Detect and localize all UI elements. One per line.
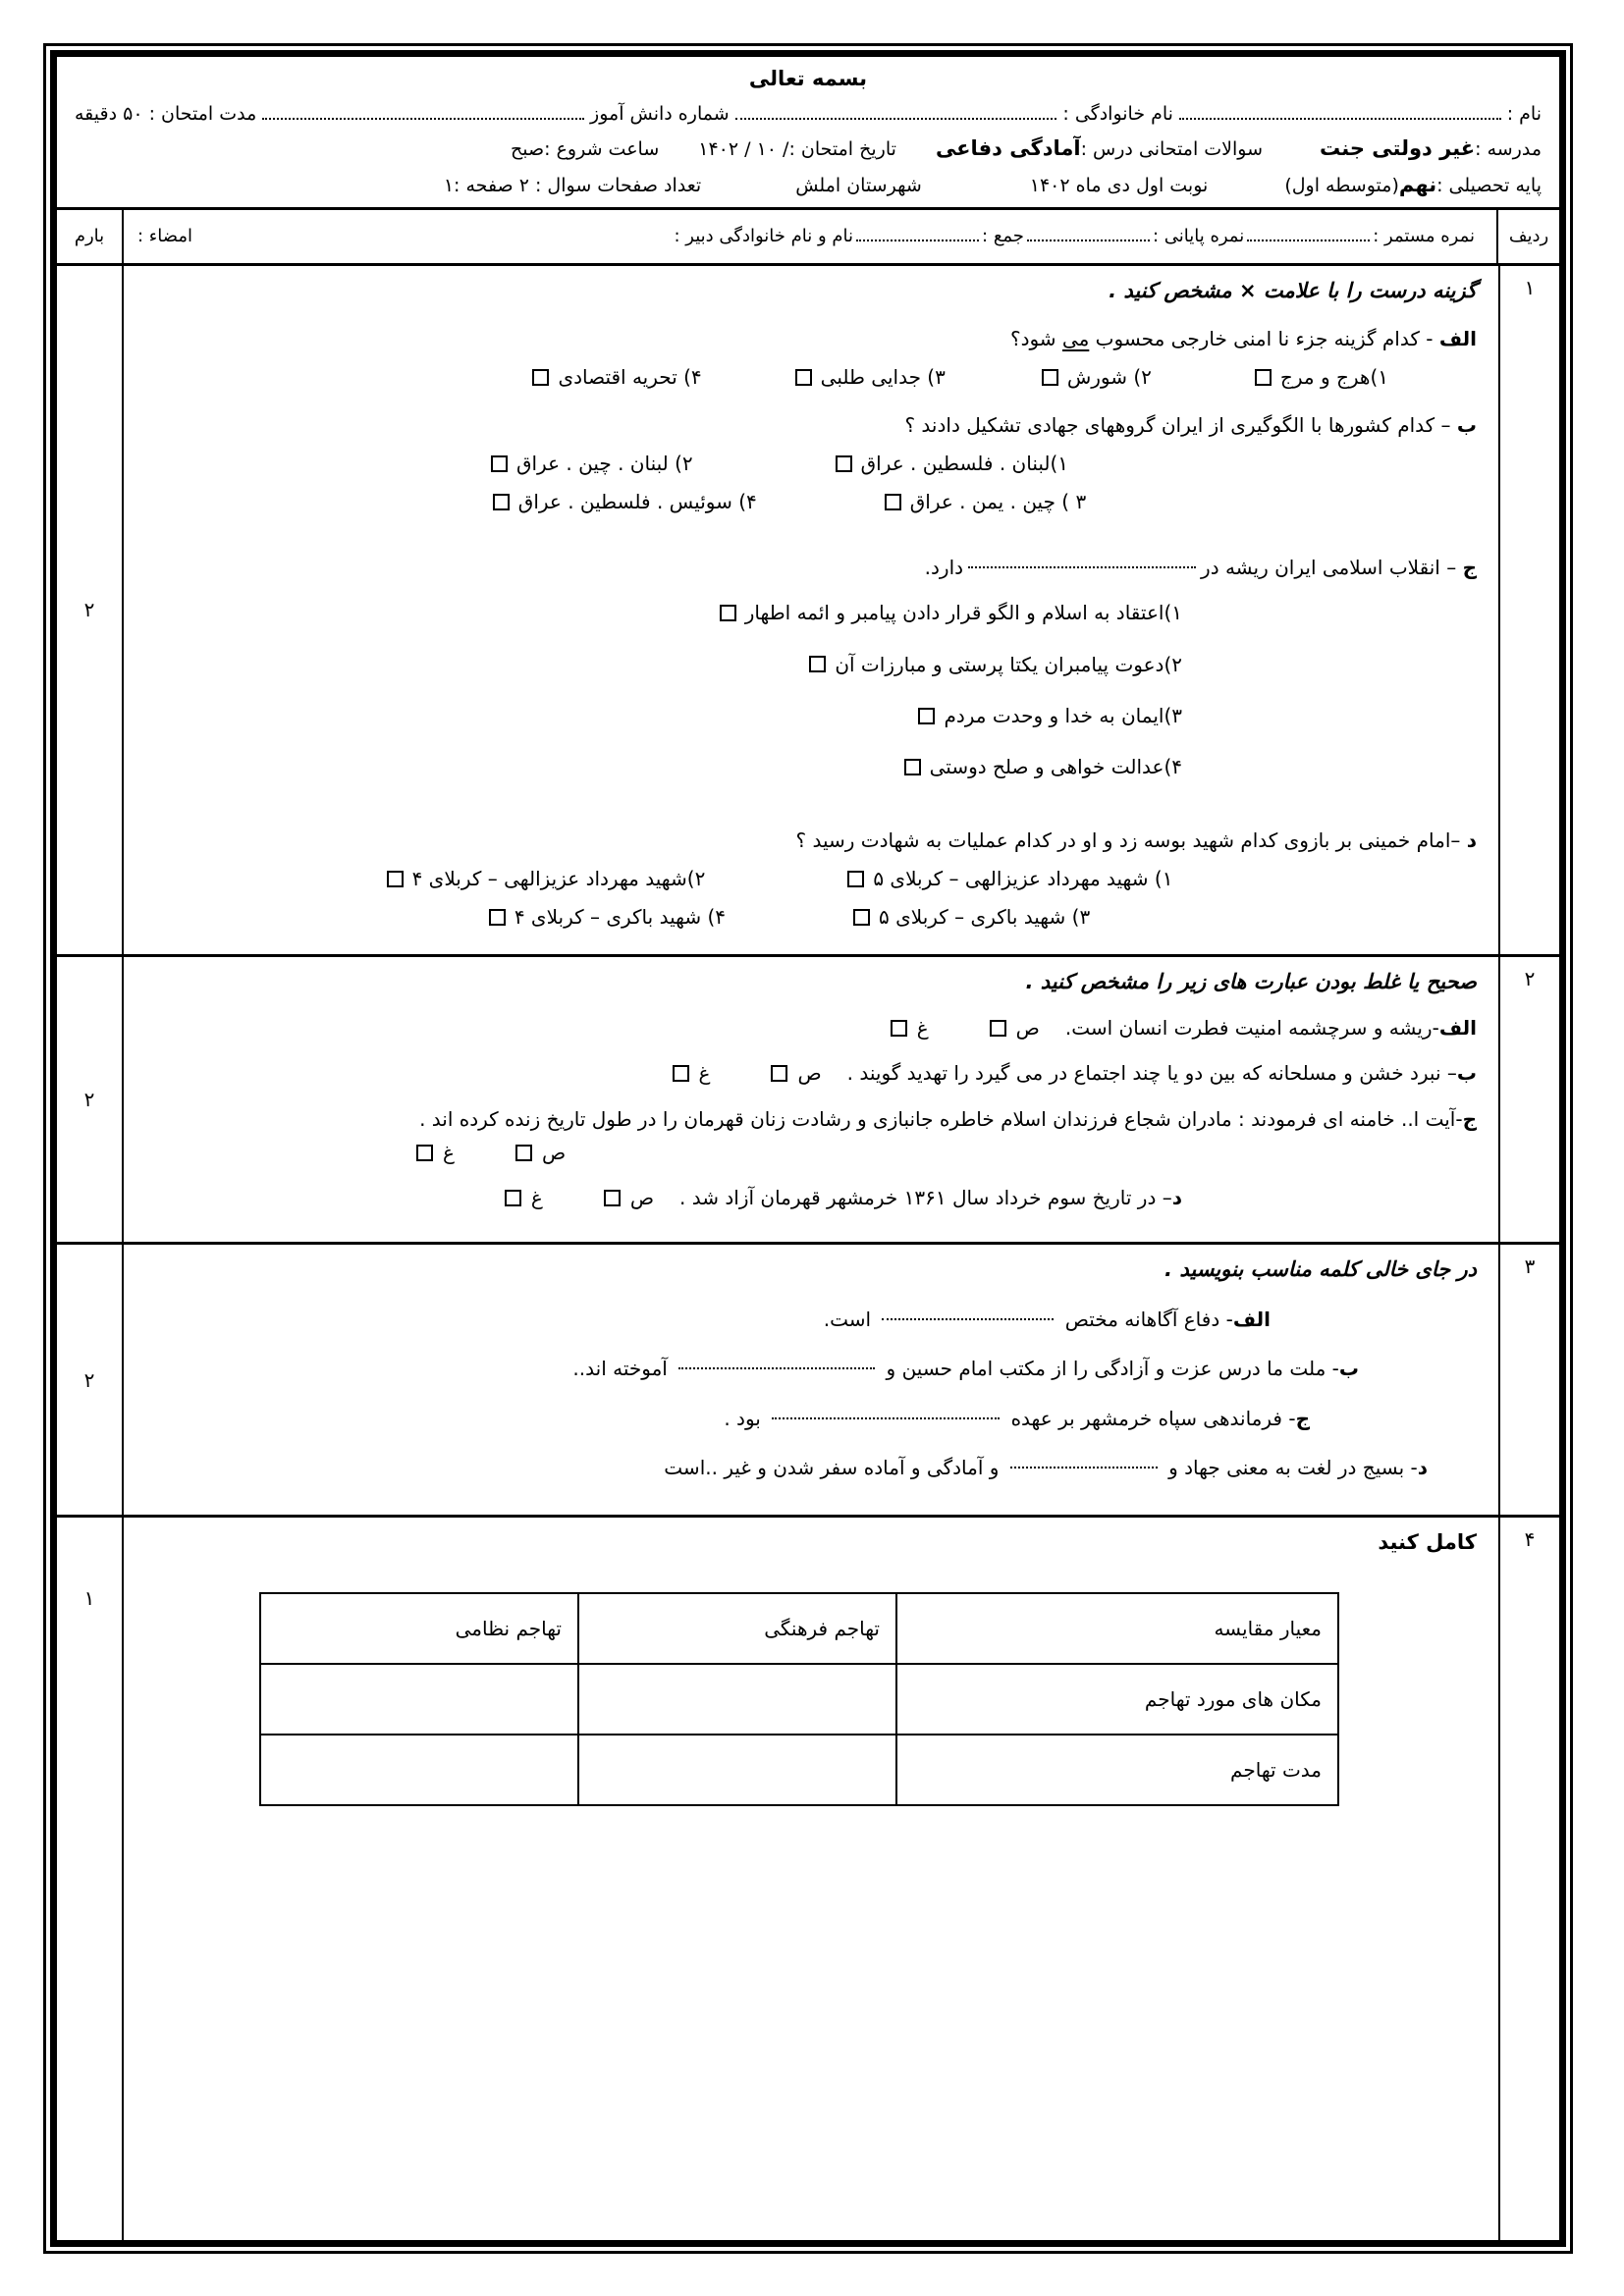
total-score-blank[interactable] — [856, 239, 979, 241]
school-label: مدرسه : — [1475, 138, 1542, 161]
q3-item-jim — [141, 1403, 1477, 1434]
q1-alef-option-2[interactable] — [1042, 361, 1152, 393]
q3-dal-pre: - بسیج در لغت به معنی جهاد و — [1162, 1456, 1418, 1479]
q1-jim-stem-a: – انقلاب اسلامی ایران ریشه در — [1201, 555, 1457, 579]
subject-label: سوالات امتحانی درس : — [1080, 138, 1264, 161]
checkbox-icon[interactable] — [491, 455, 508, 472]
bismillah-text: بسمه تعالی — [748, 67, 868, 90]
signature-label: امضاء : — [137, 226, 192, 247]
q1-dal-options-row-2 — [141, 901, 1477, 933]
question-number-1: ۱ — [1498, 266, 1559, 954]
q1-dal-option-4-label: ۴) شهید باکری – کربلای ۴ — [514, 905, 726, 930]
question-row-2 — [57, 957, 1559, 1245]
q1-jim-label: ج — [1462, 555, 1477, 579]
q2-be-false-label: غ — [698, 1061, 711, 1086]
q2-be-body: – نبرد خشن و مسلحانه که بین دو یا چند اجتماع در می گیرد را تهدید گویند . — [846, 1061, 1457, 1086]
grade-bar — [57, 207, 1559, 266]
checkbox-icon[interactable] — [1042, 369, 1058, 386]
q1-dal-option-2-label: ۲)شهید مهرداد عزیزالهی – کربلای ۴ — [411, 867, 706, 891]
q3-item-be — [141, 1353, 1477, 1384]
city-label: شهرستان املش — [795, 175, 922, 196]
q2-be-true-label: ص — [797, 1061, 822, 1086]
q1-be-option-3[interactable] — [885, 486, 1086, 517]
checkbox-icon[interactable] — [387, 871, 404, 887]
column-header-radif: ردیف — [1496, 210, 1559, 263]
checkbox-icon[interactable] — [416, 1145, 433, 1161]
question-barm-1: ۲ — [83, 598, 95, 622]
checkbox-icon[interactable] — [795, 369, 812, 386]
q2-item-jim-text — [141, 1103, 1477, 1135]
grade-bar-fields — [122, 210, 1496, 263]
table-cell-row2-col1: مدت تهاجم — [896, 1735, 1338, 1805]
table-cell-row2-col2[interactable] — [578, 1735, 896, 1805]
table-row — [260, 1593, 1338, 1664]
checkbox-icon[interactable] — [493, 494, 510, 510]
q1-alef-stem-underlined: می — [1061, 326, 1090, 350]
question-barm-4: ۱ — [83, 1586, 95, 1611]
q1-jim-option-1-label: ۱)اعتقاد به اسلام و الگو قرار دادن پیامبر و ائمه اطهار — [744, 601, 1182, 625]
q1-be-option-3-label: ۳ ) چین . یمن . عراق — [909, 490, 1087, 514]
table-header-military: تهاجم نظامی — [260, 1593, 578, 1664]
page-frame — [43, 43, 1573, 2254]
comparison-table-wrapper — [141, 1567, 1477, 1816]
q2-jim-marks — [141, 1137, 1477, 1168]
q2-dal-label: د — [1171, 1186, 1182, 1210]
q3-dal-label: د — [1417, 1456, 1428, 1479]
question-content-1 — [122, 266, 1498, 954]
student-name-blank[interactable] — [1179, 117, 1501, 120]
page-frame-inner — [57, 57, 1559, 2240]
checkbox-icon[interactable] — [604, 1190, 621, 1206]
q1-dal-option-4[interactable] — [489, 901, 726, 933]
q2-jim-marks-inner — [416, 1137, 566, 1168]
q1-be-option-4-label: ۴) سوئیس . فلسطین . عراق — [517, 490, 757, 514]
question-content-4 — [122, 1518, 1498, 2240]
q1-alef-option-3[interactable] — [795, 361, 946, 393]
q1-dal-option-1[interactable] — [847, 863, 1172, 894]
q2-jim-false-label: غ — [443, 1141, 455, 1165]
q3-jim-post: بود . — [724, 1406, 768, 1430]
teacher-name-label: نام و نام خانوادگی دبیر : — [674, 226, 854, 247]
school-value: غیر دولتی جنت — [1320, 136, 1476, 161]
q2-alef-marks — [891, 1012, 1040, 1043]
q2-item-alef-text — [1065, 1012, 1477, 1043]
q3-be-post: آموخته اند.. — [572, 1357, 675, 1381]
grade-value: نهم — [1398, 173, 1437, 196]
exam-date-label: تاریخ امتحان : — [788, 138, 896, 161]
question-barm-2: ۲ — [83, 1087, 95, 1111]
question-row-1 — [57, 266, 1559, 957]
q1-be-option-1[interactable] — [836, 448, 1068, 479]
final-score-blank[interactable] — [1027, 239, 1150, 241]
q2-be-marks — [673, 1057, 822, 1089]
q1-dal-option-3-label: ۳) شهید باکری – کربلای ۵ — [879, 905, 1091, 930]
q1-be-option-2[interactable] — [491, 448, 693, 479]
continuous-score-label: نمره مستمر : — [1373, 226, 1475, 247]
q1-jim-option-1[interactable] — [141, 591, 1182, 634]
q1-dal-option-3[interactable] — [853, 901, 1090, 933]
q1-be-option-4[interactable] — [493, 486, 757, 517]
q3-alef-post: است. — [823, 1307, 878, 1331]
checkbox-icon[interactable] — [771, 1065, 787, 1082]
q1-alef-options — [141, 361, 1477, 393]
checkbox-icon[interactable] — [853, 909, 870, 926]
q1-alef-option-3-label: ۳) جدایی طلبی — [820, 365, 946, 390]
q2-item-alef — [141, 1012, 1477, 1043]
question-title-2: صحیح یا غلط بودن عبارت های زیر را مشخص کنید . — [1025, 969, 1477, 993]
subject-value: آمادگی دفاعی — [935, 136, 1081, 161]
q2-alef-body: -ریشه و سرچشمه امنیت فطرت انسان است. — [1064, 1015, 1439, 1040]
grade-label: پایه تحصیلی : — [1436, 175, 1542, 196]
q3-alef-pre: - دفاع آگاهانه مختص — [1058, 1307, 1233, 1331]
question-1-part-dal — [141, 825, 1477, 934]
checkbox-icon[interactable] — [885, 494, 901, 510]
question-barm-3: ۲ — [83, 1367, 95, 1392]
table-header-criterion: معیار مقایسه — [896, 1593, 1338, 1664]
question-title-4: کامل کنید — [1378, 1530, 1477, 1555]
final-score-label: نمره پایانی : — [1152, 226, 1245, 247]
q1-jim-option-4[interactable] — [141, 745, 1182, 788]
q1-jim-option-3[interactable] — [141, 694, 1182, 737]
student-number-blank[interactable] — [262, 117, 584, 120]
table-cell-row1-col1: مکان های مورد تهاجم — [896, 1664, 1338, 1735]
q1-dal-options-row-1 — [141, 863, 1477, 894]
table-header-cultural: تهاجم فرهنگی — [578, 1593, 896, 1664]
q1-dal-label: د — [1466, 828, 1477, 852]
q1-be-options-row-1 — [141, 448, 1477, 479]
header-row-grade — [75, 167, 1542, 203]
checkbox-icon[interactable] — [847, 871, 864, 887]
q3-alef-blank[interactable] — [882, 1317, 1054, 1320]
checkbox-icon[interactable] — [904, 759, 921, 775]
question-number-4: ۴ — [1498, 1518, 1559, 2240]
q1-be-options-row-2 — [141, 486, 1477, 517]
q1-be-stem-text: – کدام کشورها با الگوگیری از ایران گروههای جهادی تشکیل دادند ؟ — [904, 412, 1451, 437]
column-header-barm: بارم — [74, 226, 105, 247]
q2-alef-true-label: ص — [1015, 1015, 1040, 1040]
question-content-3 — [122, 1245, 1498, 1516]
student-family-blank[interactable] — [735, 117, 1057, 120]
pages-count-label: تعداد صفحات سوال : ۲ صفحه :۱ — [443, 175, 702, 196]
table-cell-row1-col2[interactable] — [578, 1664, 896, 1735]
question-1-part-jim — [141, 552, 1477, 789]
q1-be-option-2-label: ۲) لبنان . چین . عراق — [515, 451, 693, 475]
table-cell-row1-col3[interactable] — [260, 1664, 578, 1735]
question-1-part-alef — [141, 323, 1477, 394]
table-row — [260, 1735, 1338, 1805]
question-row-3 — [57, 1245, 1559, 1519]
question-row-4 — [57, 1518, 1559, 2240]
q2-item-dal — [141, 1182, 1477, 1213]
comparison-table — [259, 1592, 1339, 1806]
q1-alef-option-4-label: ۴) تحریه اقتصادی — [558, 365, 702, 390]
q2-be-label: ب — [1456, 1061, 1477, 1086]
q2-dal-marks — [505, 1182, 654, 1213]
checkbox-icon[interactable] — [720, 605, 736, 621]
checkbox-icon[interactable] — [505, 1190, 521, 1206]
q3-jim-label: ج — [1295, 1406, 1310, 1430]
question-number-3: ۳ — [1498, 1245, 1559, 1516]
header-row-identity — [75, 98, 1542, 131]
term-label: نوبت اول دی ماه ۱۴۰۲ — [1029, 175, 1209, 196]
q1-jim-options — [141, 591, 1477, 789]
q2-dal-body: – در تاریخ سوم خرداد سال ۱۳۶۱ خرمشهر قهرمان آزاد شد . — [679, 1186, 1172, 1210]
q1-alef-option-2-label: ۲) شورش — [1066, 365, 1152, 390]
checkbox-icon[interactable] — [532, 369, 549, 386]
checkbox-icon[interactable] — [918, 708, 935, 724]
q3-item-dal — [141, 1452, 1477, 1483]
q3-be-label: ب — [1338, 1357, 1359, 1381]
checkbox-icon[interactable] — [1255, 369, 1272, 386]
q3-be-pre: - ملت ما درس عزت و آزادگی را از مکتب امام حسین و — [880, 1357, 1339, 1381]
q1-jim-stem — [141, 552, 1477, 583]
checkbox-icon[interactable] — [489, 909, 506, 926]
q2-jim-body: -آیت ا.. خامنه ای فرمودند : مادران شجاع فرزندان اسلام خاطره جانبازی و رشادت زنان قهرمان را در طول تاریخ زنده کرده اند . — [419, 1106, 1463, 1131]
q1-jim-option-4-label: ۴)عدالت خواهی و صلح دوستی — [929, 755, 1182, 779]
q1-dal-option-2[interactable] — [387, 863, 706, 894]
exam-date-value: / ۱۰ / ۱۴۰۲ — [698, 138, 789, 161]
q3-jim-pre: - فرماندهی سپاه خرمشهر بر عهده — [1004, 1406, 1296, 1430]
q2-dal-false-label: غ — [530, 1186, 543, 1210]
q1-alef-option-4[interactable] — [532, 361, 701, 393]
q1-alef-stem-prefix: - کدام گزینه جزء نا امنی خارجی محسوب — [1089, 326, 1434, 350]
table-cell-row2-col3[interactable] — [260, 1735, 578, 1805]
total-score-label: جمع : — [982, 226, 1024, 247]
q1-jim-blank[interactable] — [968, 565, 1196, 568]
q1-alef-option-1-label: ۱)هرج و مرج — [1279, 365, 1388, 390]
q2-item-be-text — [847, 1057, 1477, 1089]
checkbox-icon[interactable] — [809, 656, 826, 672]
q3-item-alef — [141, 1304, 1477, 1335]
q2-alef-label: الف — [1438, 1015, 1477, 1040]
q3-jim-blank[interactable] — [772, 1416, 1000, 1419]
q2-item-jim — [141, 1103, 1477, 1169]
q3-dal-post: و آمادگی و آماده سفر شدن و غیر ..است — [664, 1456, 1005, 1479]
grade-suffix: (متوسطه اول) — [1284, 175, 1399, 196]
checkbox-icon[interactable] — [891, 1020, 907, 1037]
q3-alef-label: الف — [1232, 1307, 1271, 1331]
q2-jim-label: ج — [1462, 1106, 1477, 1131]
q1-jim-stem-b: دارد. — [924, 555, 964, 579]
question-content-2 — [122, 957, 1498, 1242]
question-title-1: گزینه درست را با علامت × مشخص کنید . — [1109, 278, 1477, 302]
q2-jim-true-label: ص — [541, 1141, 567, 1165]
question-1-part-be — [141, 409, 1477, 518]
q1-dal-stem-text: –امام خمینی بر بازوی کدام شهید بوسه زد و او در کدام عملیات به شهادت رسید ؟ — [795, 828, 1461, 852]
question-title-3: در جای خالی کلمه مناسب بنویسید . — [1164, 1256, 1477, 1281]
q1-dal-stem — [141, 825, 1477, 856]
q1-jim-option-3-label: ۳)ایمان به خدا و وحدت مردم — [944, 703, 1182, 727]
q2-dal-true-label: ص — [629, 1186, 655, 1210]
q1-jim-option-2[interactable] — [141, 643, 1182, 686]
q2-alef-false-label: غ — [916, 1015, 929, 1040]
q3-be-blank[interactable] — [678, 1366, 875, 1369]
continuous-score-blank[interactable] — [1247, 239, 1370, 241]
q1-jim-option-2-label: ۲)دعوت پیامبران یکتا پرستی و مبارزات آن — [835, 652, 1182, 676]
q1-be-label: ب — [1456, 412, 1477, 437]
question-number-2: ۲ — [1498, 957, 1559, 1242]
checkbox-icon[interactable] — [515, 1145, 532, 1161]
q2-item-be — [141, 1057, 1477, 1089]
student-family-label: نام خانوادگی : — [1062, 103, 1173, 125]
student-name-label: نام : — [1506, 103, 1542, 125]
student-number-label: شماره دانش آموز — [590, 103, 730, 125]
q1-alef-label: الف — [1438, 326, 1477, 350]
q1-be-stem — [141, 409, 1477, 441]
start-time-label: ساعت شروع : — [544, 138, 660, 161]
start-time-value: صبح — [511, 138, 545, 161]
q1-alef-option-1[interactable] — [1255, 361, 1388, 393]
checkbox-icon[interactable] — [990, 1020, 1006, 1037]
table-row — [260, 1664, 1338, 1735]
q1-alef-stem-suffix: شود؟ — [1009, 326, 1062, 350]
checkbox-icon[interactable] — [836, 455, 852, 472]
header-row-course — [75, 131, 1542, 167]
q3-dal-blank[interactable] — [1010, 1466, 1158, 1468]
questions-body — [57, 266, 1559, 2240]
exam-header — [57, 57, 1559, 207]
checkbox-icon[interactable] — [673, 1065, 689, 1082]
q1-alef-stem — [141, 323, 1477, 354]
exam-duration-label: مدت امتحان : ۵۰ دقیقه — [74, 103, 257, 125]
q1-be-option-1-label: ۱)لبنان . فلسطین . عراق — [860, 451, 1069, 475]
q1-dal-option-1-label: ۱) شهید مهرداد عزیزالهی – کربلای ۵ — [873, 867, 1173, 891]
q2-item-dal-text — [679, 1182, 1182, 1213]
